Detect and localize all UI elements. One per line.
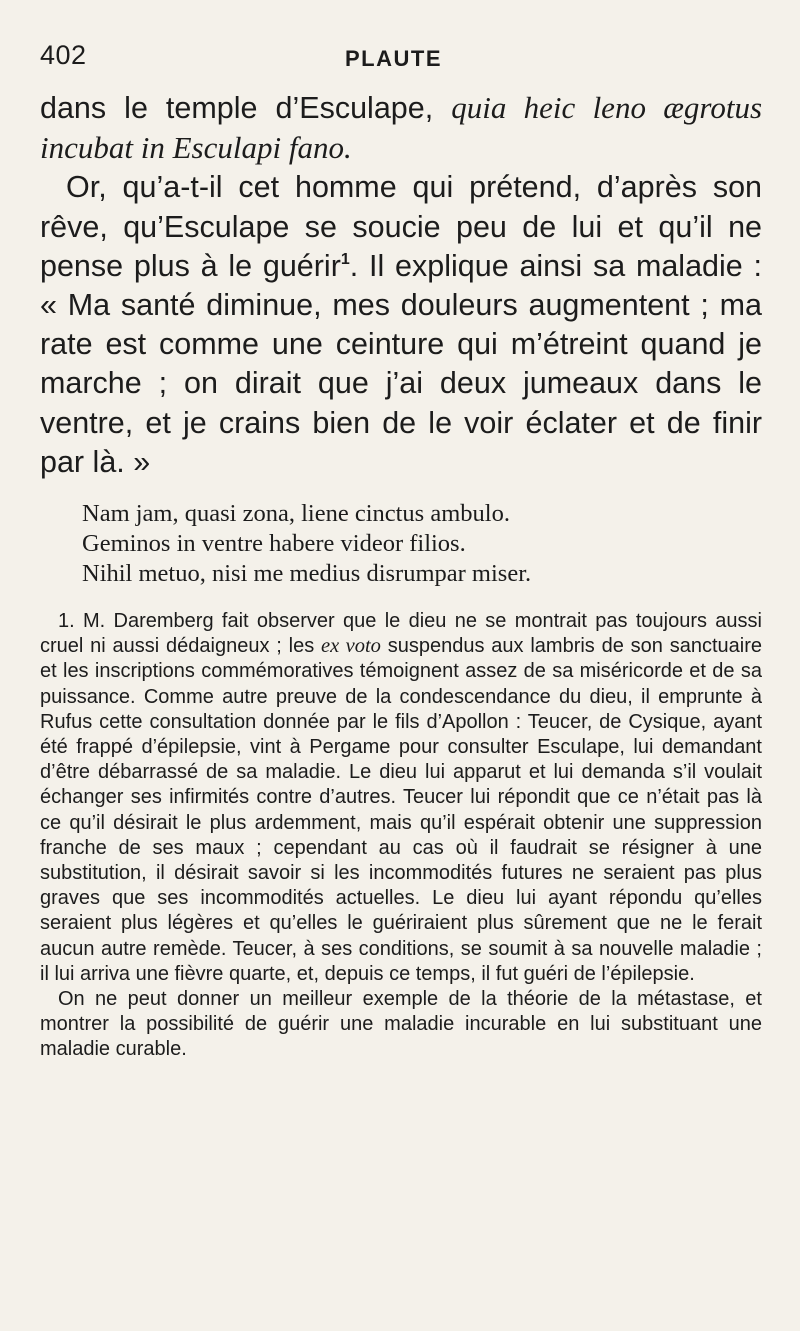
- book-page: [40, 40, 762, 1063]
- paragraph-1: [40, 88, 762, 168]
- paragraph-1-text: dans le temple d’Esculape,: [40, 91, 452, 125]
- page-number: 402: [40, 40, 87, 70]
- footnote-reference[interactable]: 1: [340, 250, 350, 268]
- footnote-1-text-b: suspendus aux lambris de son sanctuaire et les inscriptions commémoratives témoignent assez de sa miséricorde et de sa puissance. Comme autre preuve de la condescendance du dieu, il emprunte à Rufus cette consultation donnée par le fils d’Apollon : Teucer, de Cysique, ayant été frappé d’épilepsie, vint à Pergame pour consulter Esculape, lui demandant d’être débarrassé de sa maladie. Le dieu lui apparut et lui demanda s’il voulait échanger ses infirmités contre d’autres. Teucer lui répondit que ce n’était pas là ce qu’il désirait le plus ardemment, mais qu’il espérait obtenir une suppression franche de ses maux ; cependant au cas où il faudrait se résigner à une substitution, il désirait savoir si les incommodités futures ne seraient pas plus graves que ses incommodités actuelles. Le dieu lui ayant répondu qu’elles seraient plus légères et qu’elles le guériraient plus sûrement que ne le ferait aucun autre remède. Teucer, à ses conditions, se soumit à sa nouvelle maladie ; il lui arriva une fièvre quarte, et, depuis ce temps, il fut guéri de l’épilepsie.: [40, 635, 763, 985]
- footnote-1: [40, 609, 762, 987]
- latin-verse: [82, 499, 762, 589]
- footnote-1-text-a: 1. M. Daremberg fait observer que le dieu ne se montrait pas toujours aussi cruel ni aussi dédaigneux ; les: [40, 610, 762, 658]
- paragraph-2-text-a: Or, qu’a-t-il cet homme qui prétend, d’après son rêve, qu’Esculape se soucie peu de lui et qu’il ne pense plus à le guérir: [40, 170, 762, 283]
- paragraph-2-text-b: . Il explique ainsi sa maladie : « Ma santé diminue, mes douleurs augmentent ; ma rate est comme une ceinture qui m’étreint quand je marche ; on dirait que j’ai deux jumeaux dans le ventre, et je crains bien de le voir éclater et de finir par là. »: [40, 248, 762, 479]
- latin-quotation: quia heic leno ægrotus incubat in Esculapi fano.: [40, 90, 763, 166]
- page-header: [40, 40, 762, 80]
- body-text: [40, 88, 762, 482]
- verse-line: Geminos in ventre habere videor filios.: [82, 530, 466, 558]
- footnote-2: On ne peut donner un meilleur exemple de la théorie de la métastase, et montrer la possibilité de guérir une maladie incurable en lui substituant une maladie curable.: [40, 988, 762, 1061]
- footnotes: [40, 609, 762, 1063]
- paragraph-2: [40, 168, 762, 482]
- footnote-1-italic: ex voto: [321, 635, 381, 658]
- verse-line: Nihil metuo, nisi me medius disrumpar miser.: [82, 560, 532, 588]
- running-head: PLAUTE: [345, 46, 442, 71]
- verse-line: Nam jam, quasi zona, liene cinctus ambulo.: [82, 500, 510, 528]
